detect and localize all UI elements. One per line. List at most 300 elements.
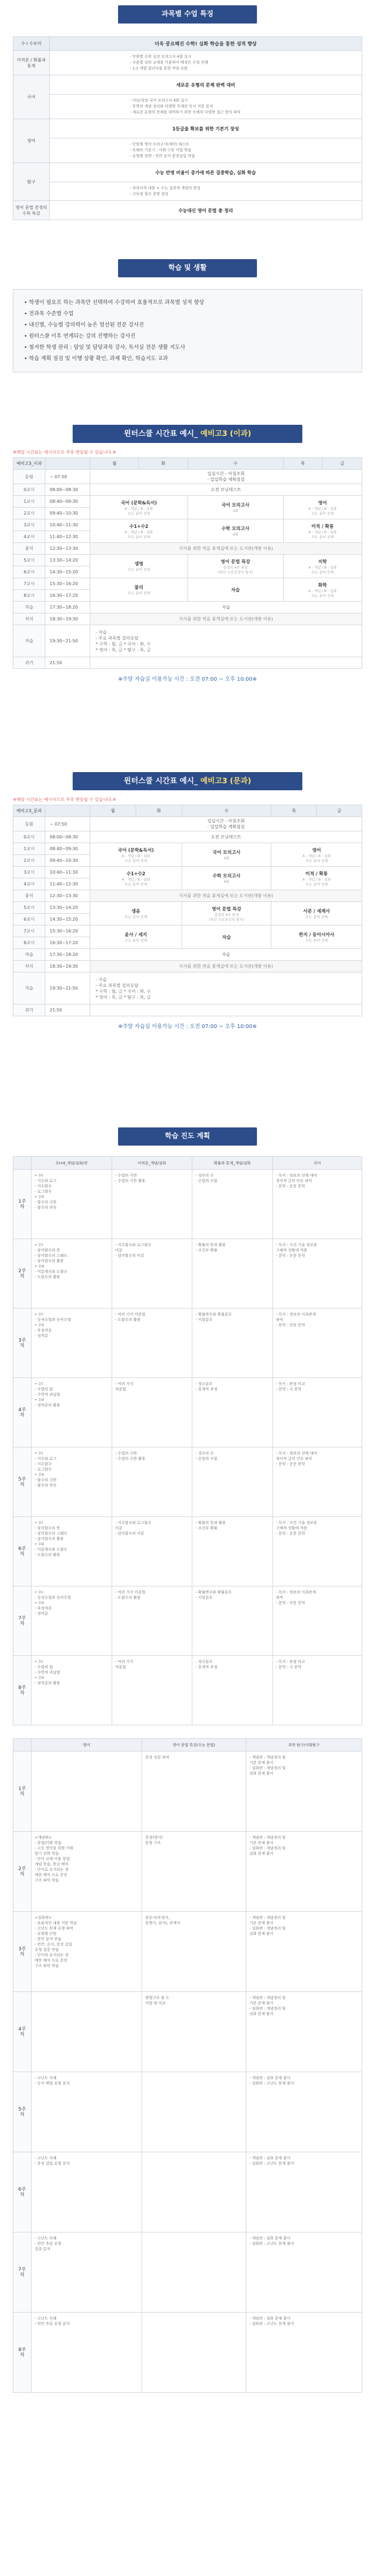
progress-cell: 문장 성분 파악	[142, 1752, 246, 1832]
progress-week: 1주차	[13, 1170, 32, 1239]
progress-plan-math-table	[13, 1156, 362, 1725]
class-level: A : 개념 / B : 심화 모든 분야 전체	[302, 877, 331, 886]
study-life-list	[13, 289, 362, 372]
timetable-time: 21:50	[45, 1005, 90, 1016]
timetable-header-cell: 목	[283, 458, 323, 470]
progress-row	[13, 1656, 362, 1725]
timetable-header-cell: 화	[136, 805, 182, 817]
progress-row	[13, 1447, 362, 1517]
progress-cell: - 확률변수와 확률분포 - 이항분포	[192, 1309, 273, 1378]
timetable-time: 10:40~11:30	[45, 519, 90, 531]
progress-week: 2주차	[13, 1239, 32, 1309]
timetable-period: 1교시	[13, 496, 45, 508]
timetable-header-cell: 수	[188, 458, 283, 470]
timetable-row	[13, 613, 362, 625]
class-level: 모든 분야 전체	[305, 915, 328, 919]
progress-cell: <심화편> - 효율적인 내용 지문 학습 - 고난도 문제 유형 파악 - 유형별 단원 - 문단 분석 연습 - 빈칸, 순서, 문장 삽입 유형 집중 연습 - 단어의 유지되는 장 예문 해석 프로 문장 구조 파악 학습	[32, 1912, 142, 1992]
timetable-class-cell	[182, 867, 271, 890]
progress-header-cell: 확률과 통계_개념/심화	[192, 1157, 273, 1170]
progress-cell: - 여러 가지 미분법 - 도함수의 활용	[112, 1309, 192, 1378]
timetable-time: 15:30~16:20	[45, 925, 90, 937]
progress-week: 7주차	[13, 1586, 32, 1656]
features-row	[13, 138, 362, 163]
progress-week: 5주차	[13, 2072, 32, 2152]
timetable-time: 08:40~09:30	[45, 496, 90, 508]
features-row-goal: 새로운 유형의 문제 완벽 대비	[50, 75, 362, 95]
timetable-period: 4교시	[13, 531, 45, 543]
progress-cell: • 수I - 수열의 합 - 수학적 귀납법 • 수II - 정적분의 활용	[32, 1378, 112, 1447]
timetable-notice: ※해당 시간표는 예시이므로 추후 변동될 수 있습니다.※	[13, 450, 116, 455]
progress-cell: - 개념편 : 개념정리 및 기본 문제 풀이 - 심화편 : 개념정리 및 심화 문제 풀이	[246, 1752, 362, 1832]
class-subject: 사문 / 세계사	[303, 909, 330, 914]
timetable-period: 7교시	[13, 925, 45, 937]
progress-row	[13, 1752, 362, 1832]
features-header-row	[13, 37, 362, 51]
timetable-period: 8교시	[13, 937, 45, 949]
progress-row	[13, 2232, 362, 2313]
timetable-liberal-title	[73, 772, 302, 790]
class-subject: 국어 모의고사	[212, 850, 241, 855]
timetable-row	[13, 470, 362, 484]
study-life-item: • 원터스쿨 이후 연계되는 강의 진행하는 강사진	[24, 333, 136, 339]
timetable-row	[13, 657, 362, 669]
timetable-time: 08:00~08:30	[45, 831, 90, 843]
class-subject: 자습	[222, 935, 231, 940]
features-row-subject: 탐구	[13, 163, 50, 201]
subject-features-title: 과목별 수업 특징	[118, 5, 257, 24]
timetable-body	[13, 817, 362, 1016]
progress-cell: - 독서 : 관점 비교 - 문학 : 극 문학	[272, 1378, 362, 1447]
timetable-period: 석식	[13, 961, 45, 972]
timetable-activity: 오전 모닝테스트	[90, 484, 362, 496]
weekend-study-note: ※주말 자습실 이용가능 시간 : 오전 07:00 ~ 오후 10:00※	[118, 1024, 257, 1030]
class-level: A : 개념 / B : 심화 모든 분야 전체	[308, 588, 337, 598]
timetable-class-cell	[283, 496, 362, 519]
class-level: 총정리 4주 완성 (획인 수요진강의 형식)	[217, 565, 253, 574]
timetable-time: 17:30~18:20	[45, 602, 90, 613]
timetable-time: 15:30~16:20	[45, 578, 90, 590]
class-level: 4회	[223, 880, 230, 884]
features-row-desc: - 단원별 영어 모의고사(세미) 테스트 - 독해의 기본기 : 어휘·구문 어법 학습 - 유형별 전략 : 빈칸 순서 문장삽입 학습	[50, 138, 362, 163]
progress-cell: - 여러 가지 미분법 - 도함수의 활용	[112, 1586, 192, 1656]
progress-cell: 병렬구조 및 도 치법 및 비교	[142, 1992, 246, 2072]
progress-cell: - 지수함수와 로그함수 미분 - 삼각함수의 미분	[112, 1239, 192, 1309]
timetable-row	[13, 1005, 362, 1016]
class-level: 모든 분야 전체	[124, 938, 147, 943]
progress-week: 6주차	[13, 1517, 32, 1586]
progress-header-cell	[13, 1739, 32, 1752]
timetable-class-cell	[188, 555, 283, 578]
class-level: 총정리 4주 완성 (획인 수요진강의 형식)	[209, 912, 244, 922]
progress-week: 6주차	[13, 2152, 32, 2232]
progress-cell: - 경우의 수 - 순열과 조합	[192, 1170, 273, 1239]
progress-row	[13, 2152, 362, 2232]
progress-cell: • 수I - 지수와 로그 - 지수함수 - 로그함수 • 수II - 함수의 극한 - 함수의 연속	[32, 1170, 112, 1239]
timetable-period: 중식	[13, 890, 45, 902]
class-subject: 수1+수2	[126, 871, 146, 877]
timetable-time: 14:30~15:20	[45, 914, 90, 925]
progress-cell: - 정규분포 - 통계적 추정	[192, 1378, 273, 1447]
features-row-subject: 영어 문법 총정리 수특 특강	[13, 201, 50, 220]
class-subject: 국어 모의고사	[221, 503, 249, 508]
timetable-class-cell	[90, 555, 188, 578]
progress-week: 7주차	[13, 2232, 32, 2313]
progress-cell: - 고난도 독해 - 빈칸 추론 유형 분석	[32, 2313, 142, 2393]
class-level: A : 개념 / B : 심화 모든 분야 전체	[124, 530, 153, 539]
timetable-time: 11:40~12:30	[45, 531, 90, 543]
timetable-period: 0교시	[13, 831, 45, 843]
progress-cell: - 확률의 뜻과 활용 - 조건부 확률	[192, 1239, 273, 1309]
timetable-class-cell	[271, 925, 362, 949]
timetable-header-cell: 화	[139, 458, 188, 470]
progress-cell: 준동사(부정사, 동명사, 분사), 관계사	[142, 1912, 246, 1992]
timetable-time: ~ 07:50	[45, 817, 90, 831]
timetable-time: 09:40~10:30	[45, 508, 90, 519]
timetable-activity: - 자습 - 주요 과목별 질의응답 * 수학 : 월, 금 * 국어 : 화, 수 * 영어 : 목, 금 * 탐구 : 목, 금	[90, 972, 362, 1005]
progress-cell: - 독서 : 정보의 선택 대비 정서적 글의 단순 파악 - 문학 : 운문 문학	[272, 1447, 362, 1517]
progress-cell: - 개념편 : 심화 문제 풀이 - 심화편 : 고난도 문제 풀이	[246, 2152, 362, 2232]
class-subject: 화학	[318, 582, 327, 588]
weekend-study-note: ※주말 자습실 이용가능 시간 : 오전 07:00 ~ 오후 10:00※	[118, 676, 257, 682]
timetable-row	[13, 890, 362, 902]
timetable-period: 5교시	[13, 555, 45, 566]
progress-cell: • 수I - 삼각함수의 뜻 - 삼각함수의 그래프 - 삼각함수의 활용 • 수II - 미분계수와 도함수 - 도함수의 활용	[32, 1517, 112, 1586]
timetable-class-cell	[90, 519, 188, 543]
timetable-time: 19:30~21:50	[45, 625, 90, 657]
class-subject: 국어 (문학&독서)	[121, 500, 157, 506]
timetable-time: 12:30~13:30	[45, 890, 90, 902]
timetable-period: 0교시	[13, 484, 45, 496]
timetable-time: 19:30~21:50	[45, 972, 90, 1005]
class-subject: 윤사 / 세지	[124, 932, 147, 938]
class-subject: 생명	[134, 562, 144, 567]
progress-cell: - 독서 : 정보의 선택 대비 정서적 글의 단순 파악 - 문학 : 운문 문학	[272, 1170, 362, 1239]
timetable-time: 13:30~14:20	[45, 902, 90, 914]
progress-cell	[32, 1992, 142, 2072]
progress-cell: - 개념편 : 개념정리 및 기본 문제 풀이 - 심화편 : 개념정리 및 심화 문제 풀이	[246, 1832, 362, 1912]
timetable-class-cell	[188, 578, 283, 602]
timetable-activity: 자습	[90, 602, 362, 613]
class-level: 4회	[223, 856, 230, 860]
timetable-period: 1교시	[13, 843, 45, 855]
timetable-period: 등원	[13, 817, 45, 831]
timetable-period: 중식	[13, 543, 45, 555]
timetable-time: 17:30~18:20	[45, 949, 90, 961]
timetable-time: 16:30~17:20	[45, 590, 90, 602]
features-header-text: 더욱 중요해진 수학! 심화 학습을 통한 성적 향상	[50, 37, 362, 51]
timetable-period: 5교시	[13, 902, 45, 914]
class-subject: 미적 / 확통	[305, 871, 328, 877]
progress-body	[13, 1170, 362, 1725]
timetable-activity: 식사를 위한 작을 휴게실에 또는 도서관(개방 이용)	[90, 613, 362, 625]
timetable-header-cell: 예비고3_문과	[13, 805, 45, 817]
timetable-time: 16:30~17:20	[45, 937, 90, 949]
progress-cell: - 독서 : 사건 기술 정보를 구체적 상황에 적용 - 문학 : 운문 문학	[272, 1517, 362, 1586]
progress-row	[13, 2313, 362, 2393]
timetable-title-highlight: 예비고3 (이과)	[200, 430, 252, 438]
progress-cell: - 수열의 극한 - 수열의 극한 활용	[112, 1170, 192, 1239]
timetable-class-cell	[90, 902, 182, 925]
class-subject: 생윤	[131, 909, 140, 914]
timetable-row	[13, 555, 362, 566]
timetable-row	[13, 543, 362, 555]
timetable-row	[13, 602, 362, 613]
progress-cell: - 고난도 독해 - 순서 배열 유형 분석	[32, 2072, 142, 2152]
timetable-row	[13, 843, 362, 855]
timetable-period: 3교시	[13, 519, 45, 531]
progress-row	[13, 1239, 362, 1309]
progress-cell: - 여러 가지 적분법	[112, 1656, 192, 1725]
timetable-header-cell: 월	[90, 805, 136, 817]
progress-plan-english-table	[13, 1738, 362, 2393]
timetable-class-cell	[182, 902, 271, 925]
progress-week: 3주차	[13, 1309, 32, 1378]
progress-cell: • 수I - 등차수열과 등비수열 • 수II - 부정적분 - 정적분	[32, 1309, 112, 1378]
class-subject: 영어	[312, 847, 321, 853]
progress-cell: - 고난도 독해 - 문장 삽입 유형 분석	[32, 2152, 142, 2232]
class-subject: 자습	[231, 587, 240, 593]
features-row	[13, 119, 362, 138]
timetable-row	[13, 625, 362, 657]
timetable-class-cell	[188, 496, 283, 519]
progress-header-row	[13, 1739, 362, 1752]
timetable-row	[13, 519, 362, 531]
progress-cell: - 확률의 뜻과 활용 - 조건부 확률	[192, 1517, 273, 1586]
class-subject: 국어 (문학&독서)	[118, 847, 154, 853]
progress-cell: 문장(영어) 문형 구조	[142, 1832, 246, 1912]
progress-row	[13, 1378, 362, 1447]
features-row-subject: 미적분 / 확률과 통계	[13, 51, 50, 75]
timetable-time: 08:00~08:30	[45, 484, 90, 496]
timetable-period: 4교시	[13, 878, 45, 890]
timetable-header-cell: 금	[317, 805, 362, 817]
progress-cell	[142, 2152, 246, 2232]
class-level: A : 개념 / B : 심화 모든 분야 전체	[302, 853, 331, 863]
class-level: A : 개념 / B : 심화 모든 분야 전체	[124, 506, 153, 516]
timetable-row	[13, 972, 362, 1005]
progress-row	[13, 1832, 362, 1912]
progress-cell: - 개념편 : 개념정리 및 기본 문제 풀이 - 심화편 : 개념정리 및 심화 문제 풀이	[246, 1992, 362, 2072]
timetable-row	[13, 831, 362, 843]
timetable-activity: 식사를 위한 작을 휴게실에 또는 도서관(개방 이용)	[90, 961, 362, 972]
timetable-period: 6교시	[13, 914, 45, 925]
features-header-sub: 수 l 수포미	[13, 37, 50, 51]
progress-week: 8주차	[13, 2313, 32, 2393]
timetable-period: 귀가	[13, 657, 45, 669]
progress-cell: • 수I - 지수와 로그 - 지수함수 - 로그함수 • 수II - 함수의 극한 - 함수의 연속	[32, 1447, 112, 1517]
timetable-period: 등원	[13, 470, 45, 484]
timetable-activity	[90, 1005, 362, 1016]
timetable-liberal-table	[13, 805, 362, 1016]
timetable-period: 자습	[13, 949, 45, 961]
features-row	[13, 163, 362, 182]
timetable-activity: 식사를 위한 작을 휴게실에 또는 도서관(개방 이용)	[90, 543, 362, 555]
timetable-class-cell	[271, 902, 362, 925]
progress-cell: • 수I - 삼각함수의 뜻 - 삼각함수의 그래프 - 삼각함수의 활용 • 수II - 미분계수와 도함수 - 도함수의 활용	[32, 1239, 112, 1309]
timetable-time: ~ 07:50	[45, 470, 90, 484]
progress-cell	[142, 2232, 246, 2313]
timetable-science-table	[13, 457, 362, 669]
features-row-desc: - 과과서적 내용 + 수능 실전적 개념의 완성 - 고득점 필수 문항 점검	[50, 182, 362, 201]
timetable-time: 18:30~19:30	[45, 613, 90, 625]
timetable-header-cell: 예비고3_이과	[13, 458, 45, 470]
features-row	[13, 51, 362, 75]
timetable-title-text: 윈터스쿨 시간표 예시_	[123, 777, 201, 785]
timetable-row	[13, 925, 362, 937]
class-subject: 물리	[134, 585, 144, 590]
timetable-time: 09:40~10:30	[45, 855, 90, 867]
progress-row	[13, 1517, 362, 1586]
class-subject: 영어 문법 특강	[221, 559, 251, 565]
timetable-class-cell	[271, 867, 362, 890]
timetable-liberal-section	[0, 772, 375, 1030]
progress-cell: • 수I - 수열의 합 - 수학적 귀납법 • 수II - 정적분의 활용	[32, 1656, 112, 1725]
timetable-period: 자습	[13, 602, 45, 613]
progress-cell: - 개념편 : 개념정리 및 기본 문제 풀이 - 심화편 : 개념정리 및 심화 문제 풀이	[246, 1912, 362, 1992]
timetable-row	[13, 867, 362, 878]
progress-row	[13, 2072, 362, 2152]
class-subject: 수1+수2	[129, 524, 149, 530]
progress-cell	[142, 2072, 246, 2152]
timetable-period: 7교시	[13, 578, 45, 590]
progress-header-cell: 수I+Ⅱ_개념/심화/연	[32, 1157, 112, 1170]
timetable-title-text: 윈터스쿨 시간표 예시_	[123, 430, 201, 438]
timetable-period: 6교시	[13, 566, 45, 578]
timetable-time: 14:30~15:20	[45, 566, 90, 578]
progress-header-row	[13, 1157, 362, 1170]
progress-cell: - 개념편 : 심화 문제 풀이 - 심화편 : 고난도 문제 풀이	[246, 2313, 362, 2393]
features-row-subject: 영어	[13, 119, 50, 163]
features-row-goal: 1등급을 확보를 위한 기본기 장성	[50, 119, 362, 138]
progress-cell: - 여러 가지 적분법	[112, 1378, 192, 1447]
timetable-class-cell	[90, 867, 182, 890]
timetable-header-cell: 월	[90, 458, 139, 470]
features-row-desc: - 단원별 수학 실전 모의고사 4회 실시 - 수준별 강의 교재를 이용하여 배경은 수업 진행 - 1:1 개별 클리닉을 통한 약점 보완	[50, 51, 362, 75]
progress-plan-section	[0, 1127, 375, 2393]
progress-cell: <개념편> - 문법/어휘 학습 - 고등 영어를 위한 어휘 암기 전략 학습 - 단어 교재 이용 문법 개념 학습, 한글 해석 - 단어로 유지되는 장 예문 해석 프로 문장 구조 파악 학습	[32, 1832, 142, 1912]
timetable-class-cell	[90, 925, 182, 949]
progress-cell: - 독서 : 관점 비교 - 문학 : 극 문학	[272, 1656, 362, 1725]
progress-plan-title: 학습 진도 계획	[118, 1127, 257, 1146]
class-level: 모든 분야 전체	[124, 915, 147, 919]
class-subject: 영어	[318, 500, 327, 506]
timetable-header-cell: 금	[323, 458, 362, 470]
progress-row	[13, 1992, 362, 2072]
timetable-header-cell: 수	[182, 805, 271, 817]
timetable-header-row	[13, 805, 362, 817]
timetable-row	[13, 949, 362, 961]
class-level: A : 개념 / B : 심화 모든 분야 전체	[121, 853, 150, 863]
class-level: 모든 분야 전체	[128, 567, 150, 572]
timetable-activity: 입실시간 - 아침조회 - 일일학습 계획점검	[90, 470, 362, 484]
study-life-item: • 내신별, 수능별 강의력이 높은 엄선된 전문 강사진	[24, 322, 144, 328]
timetable-time: 13:30~14:20	[45, 555, 90, 566]
progress-cell	[142, 2313, 246, 2393]
timetable-row	[13, 817, 362, 831]
timetable-class-cell	[188, 519, 283, 543]
class-level: A : 개념 / B : 심화 모든 분야 전체	[308, 506, 337, 516]
study-life-section	[0, 259, 375, 372]
progress-cell: - 개념편 : 심화 문제 풀이 - 심화편 : 고난도 문제 풀이	[246, 2232, 362, 2313]
timetable-row	[13, 902, 362, 914]
class-level: 모든 분야 전체	[128, 591, 150, 595]
progress-week: 4주차	[13, 1992, 32, 2072]
features-row	[13, 95, 362, 119]
progress-week: 5주차	[13, 1447, 32, 1517]
timetable-time: 21:50	[45, 657, 90, 669]
progress-row	[13, 1912, 362, 1992]
class-subject: 수학 모의고사	[212, 874, 241, 879]
timetable-period: 2교시	[13, 855, 45, 867]
progress-cell: - 지수함수와 로그함수 미분 - 삼각함수의 미분	[112, 1517, 192, 1586]
progress-cell	[32, 1752, 142, 1832]
class-level: A : 개념 / B : 심화 모든 분야 전체	[308, 565, 337, 574]
study-life-item: • 전과목 수준별 수업	[24, 311, 74, 317]
timetable-activity: 입실시간 - 아침조회 - 일일학습 계획점검	[90, 817, 362, 831]
timetable-science-section	[0, 425, 375, 682]
features-row	[13, 182, 362, 201]
progress-header-cell: 과학 탐구/사회탐구	[246, 1739, 362, 1752]
progress-week: 2주차	[13, 1832, 32, 1912]
timetable-row	[13, 578, 362, 590]
progress-row	[13, 1586, 362, 1656]
study-life-item: • 철저한 학생 관리 : 담임 및 담당과목 강사, 독서실 전문 생활 지도사	[24, 345, 185, 351]
class-subject: 한지 / 동아시아사	[299, 932, 334, 938]
progress-cell: - 확률변수와 확률분포 - 이항분포	[192, 1586, 273, 1656]
timetable-period: 귀가	[13, 1005, 45, 1016]
timetable-science-title	[73, 425, 302, 443]
timetable-period: 3교시	[13, 867, 45, 878]
progress-cell: - 독서 : 정보의 이과관계 파악 - 문학 : 산문 문학	[272, 1586, 362, 1656]
progress-week: 1주차	[13, 1752, 32, 1832]
timetable-class-cell	[271, 843, 362, 867]
timetable-class-cell	[182, 925, 271, 949]
timetable-class-cell	[283, 578, 362, 602]
timetable-time: 11:40~12:30	[45, 878, 90, 890]
class-subject: 미적 / 확통	[311, 524, 334, 530]
progress-header-cell	[13, 1157, 32, 1170]
timetable-time: 12:30~13:30	[45, 543, 90, 555]
timetable-header-cell	[45, 458, 90, 470]
timetable-activity: - 자습 - 주요 과목별 질의응답 * 수학 : 월, 금 * 국어 : 화, 수 * 영어 : 목, 금 * 탐구 : 목, 금	[90, 625, 362, 657]
timetable-period: 자습	[13, 972, 45, 1005]
timetable-header-row	[13, 458, 362, 470]
timetable-class-cell	[283, 519, 362, 543]
timetable-row	[13, 496, 362, 508]
progress-week: 8주차	[13, 1656, 32, 1725]
timetable-activity: 식사를 위한 작을 휴게실에 또는 도서관(개방 이용)	[90, 890, 362, 902]
subject-features-table	[13, 36, 362, 220]
class-level: A : 개념 / B : 심화 모든 분야 전체	[308, 530, 337, 539]
features-row	[13, 75, 362, 95]
class-subject: 영어 문법 특강	[212, 906, 241, 912]
progress-header-cell: 국어	[272, 1157, 362, 1170]
progress-cell: - 경우의 수 - 순열과 조합	[192, 1447, 273, 1517]
progress-cell: - 독서 : 정보의 이과관계 파악 - 문학 : 산문 문학	[272, 1309, 362, 1378]
progress-cell: - 정규분포 - 통계적 추정	[192, 1656, 273, 1725]
progress-cell: - 수열의 극한 - 수열의 극한 활용	[112, 1447, 192, 1517]
progress-header-cell: 영어	[32, 1739, 142, 1752]
timetable-row	[13, 961, 362, 972]
class-level: 모든 분야 전체	[305, 938, 328, 943]
progress-cell: - 독서 : 사건 기술 정보를 구체적 상황에 적용 - 문학 : 운문 문학	[272, 1239, 362, 1309]
timetable-class-cell	[90, 496, 188, 519]
timetable-activity: 오전 모닝테스트	[90, 831, 362, 843]
timetable-period: 8교시	[13, 590, 45, 602]
timetable-row	[13, 484, 362, 496]
progress-row	[13, 1170, 362, 1239]
study-life-title: 학습 및 생활	[118, 259, 257, 277]
